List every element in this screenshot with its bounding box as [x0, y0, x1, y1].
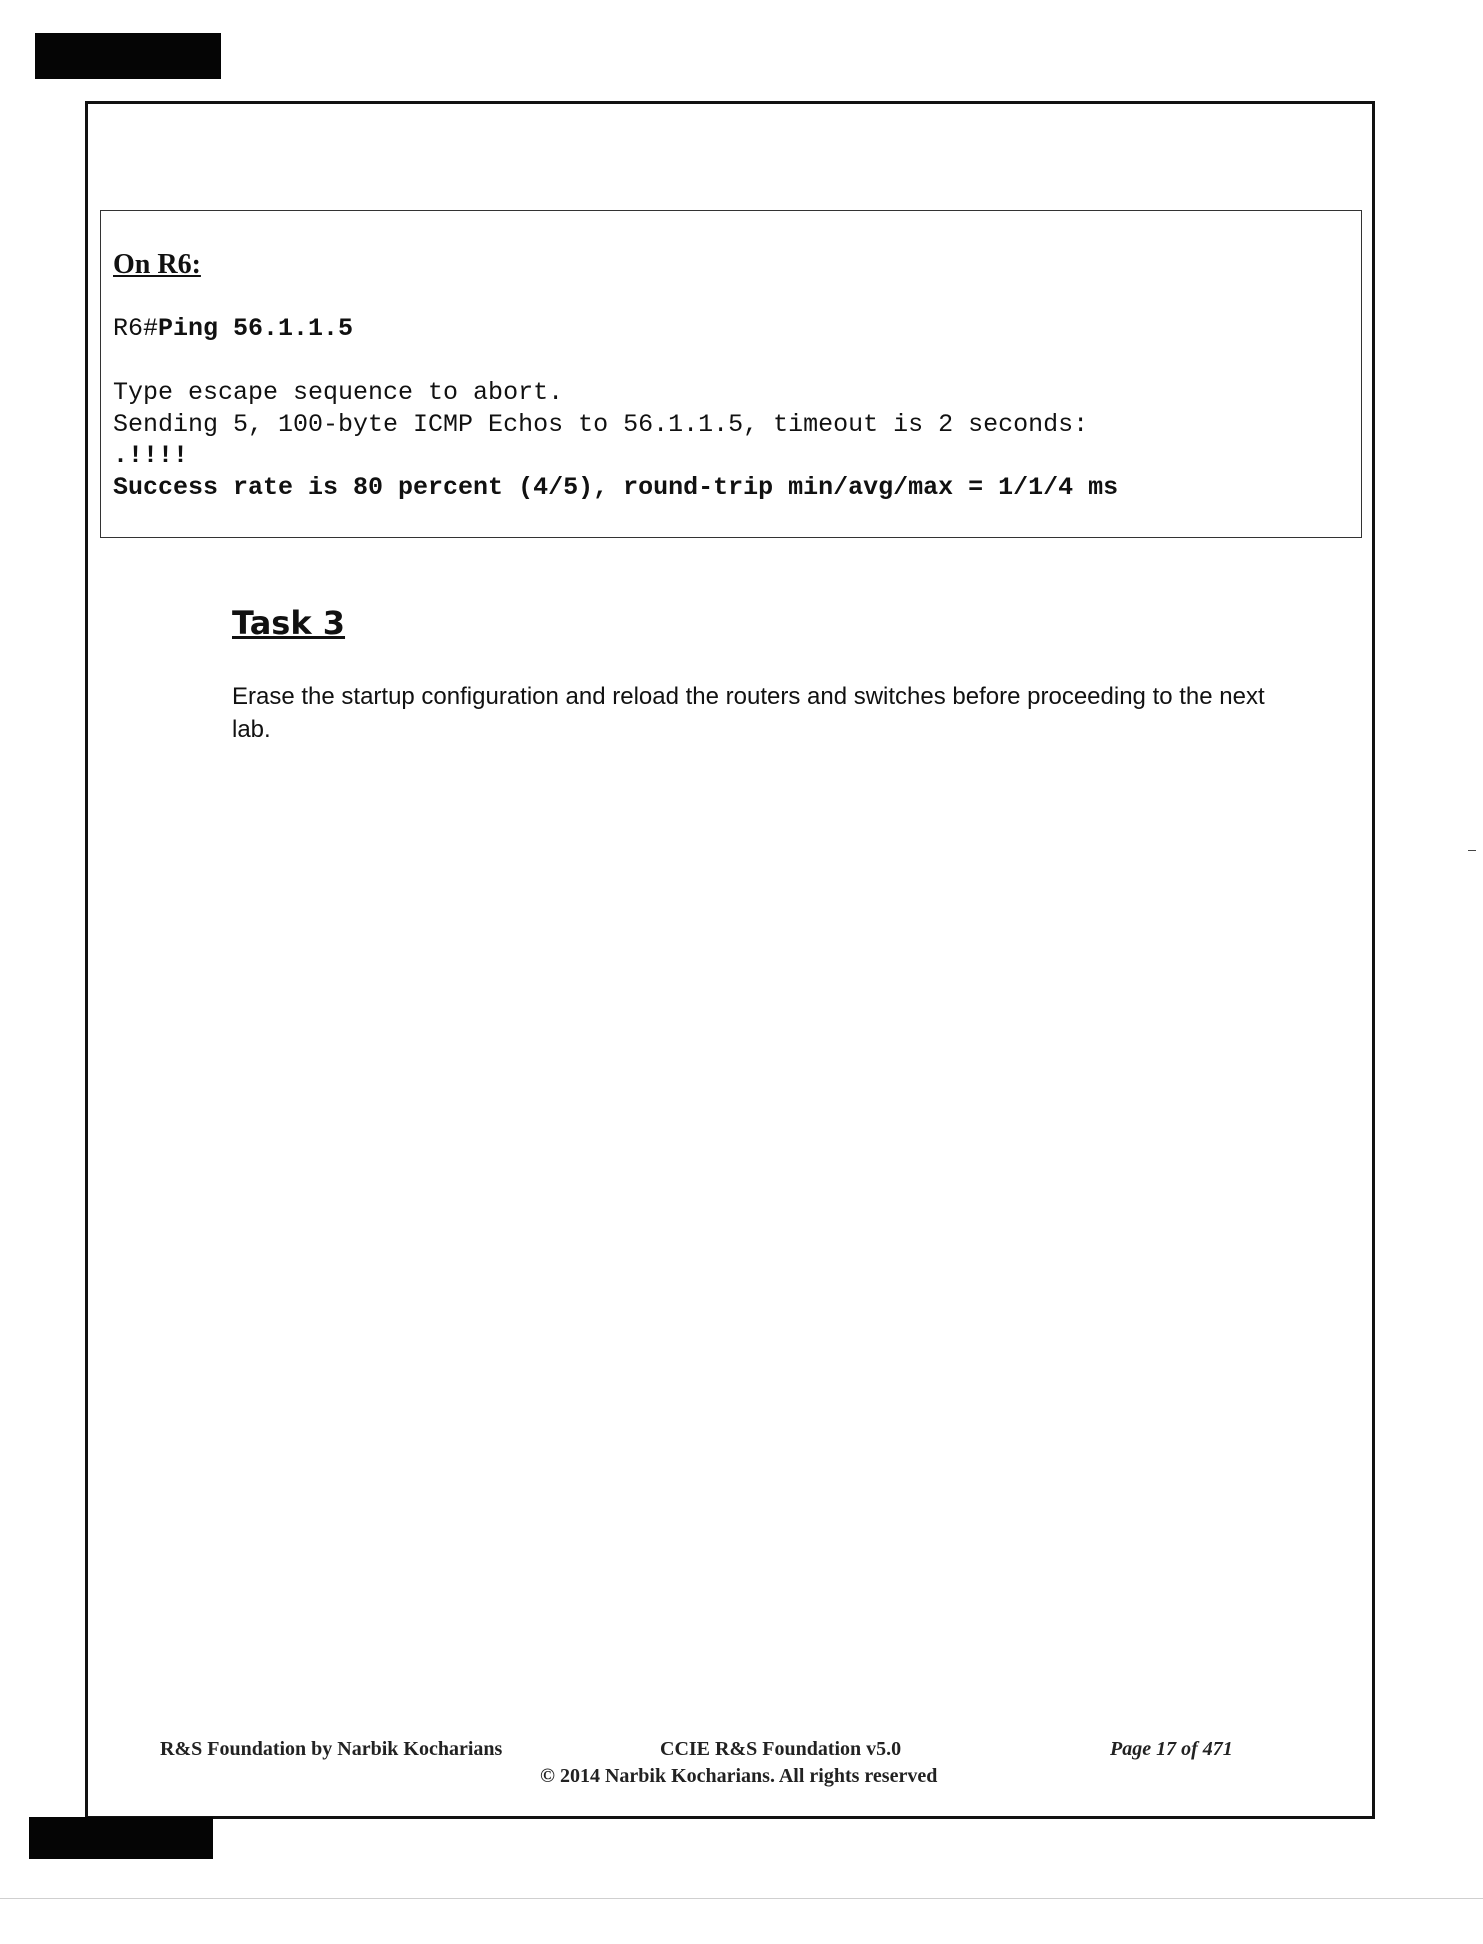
terminal-output-line: .!!!!: [113, 441, 189, 470]
terminal-command-line: [113, 313, 353, 344]
scan-mark: [1468, 850, 1476, 851]
redaction-block-bottom: [29, 1817, 213, 1859]
task-body: Erase the startup configuration and reload the routers and switches before proceeding to the next lab.: [232, 683, 1265, 743]
footer-author: R&S Foundation by Narbik Kocharians: [160, 1738, 503, 1760]
task-title: Task 3: [232, 604, 346, 642]
redaction-block-top: [35, 33, 221, 79]
section-heading: On R6:: [113, 249, 201, 280]
footer-copyright: © 2014 Narbik Kocharians. All rights reserved: [540, 1765, 938, 1787]
terminal-output-line: Success rate is 80 percent (4/5), round-trip min/avg/max = 1/1/4 ms: [113, 473, 1119, 502]
terminal-prompt: R6#: [113, 314, 159, 343]
footer-page-number: Page 17 of 471: [1110, 1738, 1233, 1760]
terminal-output-line: Sending 5, 100-byte ICMP Echos to 56.1.1.5, timeout is 2 seconds:: [113, 410, 1089, 439]
terminal-output-line: Type escape sequence to abort.: [113, 378, 564, 407]
terminal-command: Ping 56.1.1.5: [158, 314, 354, 343]
scan-edge: [0, 1898, 1483, 1899]
footer-book-title: CCIE R&S Foundation v5.0: [660, 1738, 902, 1760]
